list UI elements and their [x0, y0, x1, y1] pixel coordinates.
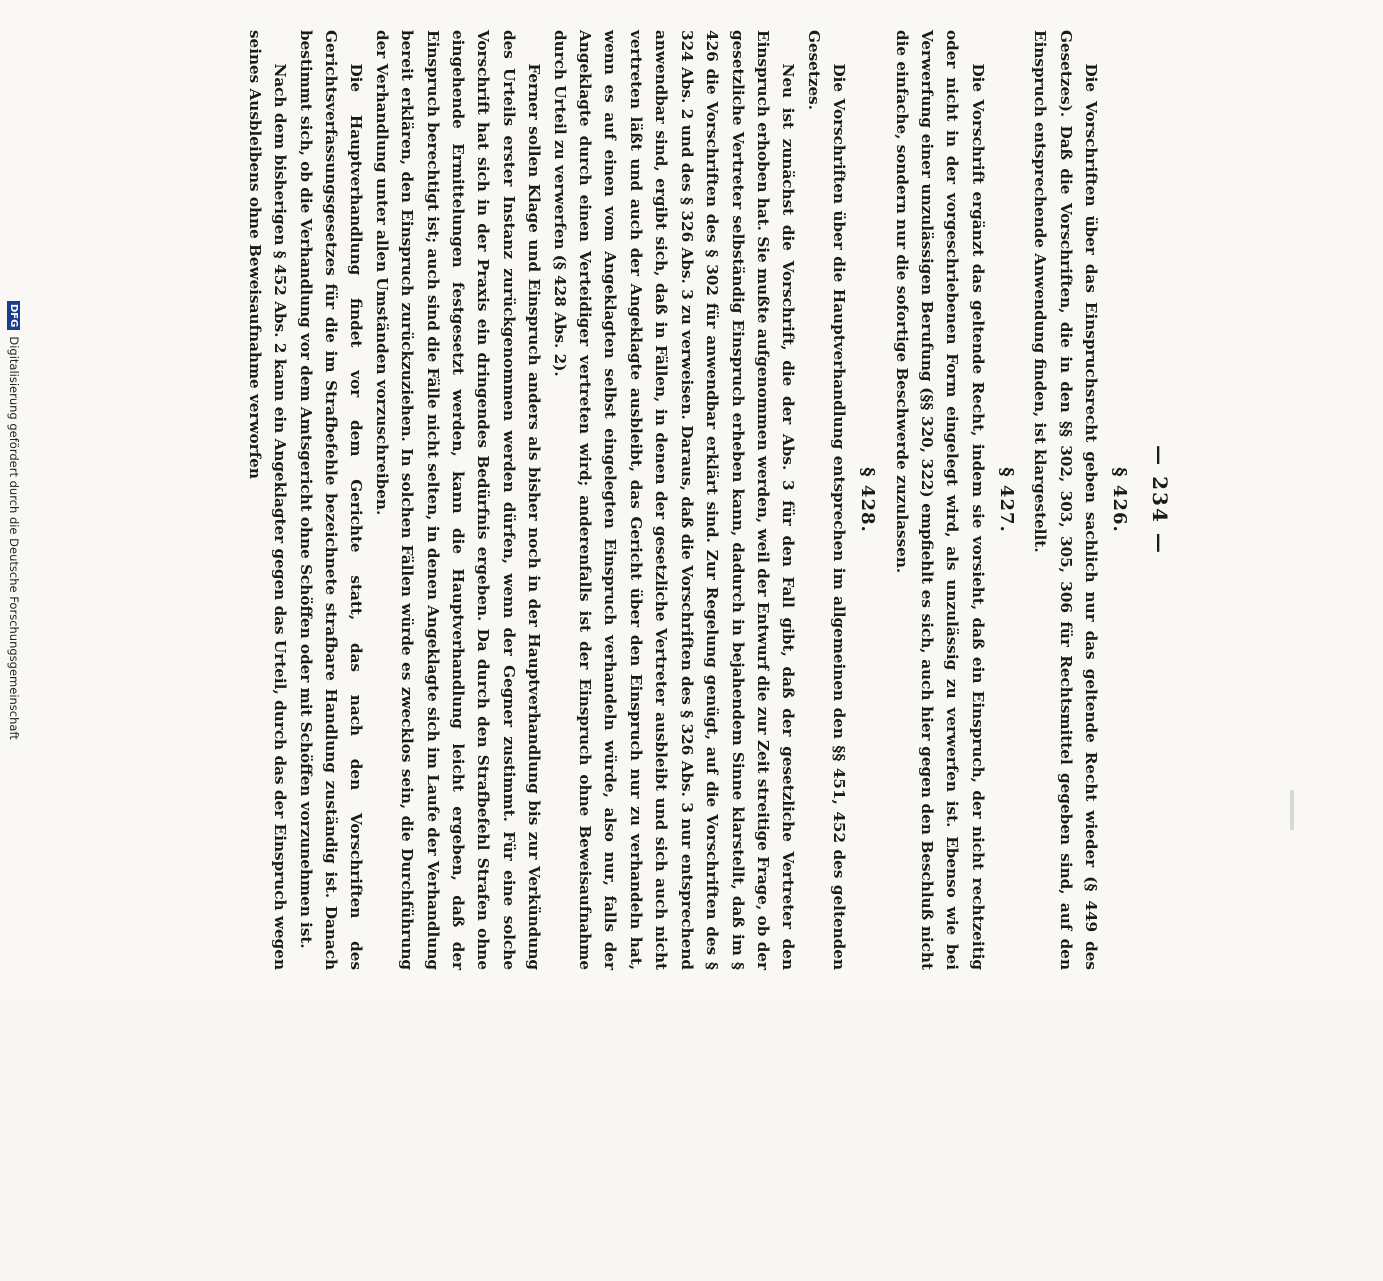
- digitization-credit: [0, 301, 21, 1281]
- scan-artifact: [1290, 790, 1294, 830]
- paragraph: Die Vorschriften über die Hauptverhandlung entsprechen im allgemeinen den §§ 451, 452 des geltenden Gesetzes.: [804, 30, 849, 970]
- section-428: [241, 30, 878, 970]
- section-title: § 427.: [995, 467, 1017, 533]
- paragraph: Die Vorschriften über das Einspruchsrecht geben sachlich nur das geltende Recht wieder (§ 449 des Gesetzes). Daß die Vorschriften, die in den §§ 302, 303, 305, 306 für Rechtsmittel gegeben sind, auf den Einspruch entsprechende Anwendung finden, ist klargestellt.: [1031, 30, 1100, 970]
- section-427: [888, 30, 1017, 970]
- section-title: § 426.: [1109, 467, 1130, 533]
- paragraph: Die Hauptverhandlung findet vor dem Gerichte statt, das nach den Vorschriften des Gerichtsverfassungsgesetzes für die im Strafbefehle bezeichnete strafbare Handlung zuständig ist. Danach bestimmt sich, ob die Verhandlung vor dem Amtsgericht ohne Schöffen oder mit Schöffen vorzunehmen ist.: [296, 30, 366, 970]
- section-title: § 428.: [857, 467, 879, 533]
- paragraph: Die Vorschrift ergänzt das geltende Recht, indem sie vorsieht, daß ein Einspruch, der nicht rechtzeitig oder nicht in der vorgeschriebenen Form eingelegt wird, als unzulässig zu verwerfen ist. Ebenso wie bei Verwerfung einer unzulässigen Berufung (§§ 320, 322) empfiehlt es sich, auch hier gegen den Beschluß nicht die einfache, sondern nur die sofortige Beschwerde zuzulassen.: [892, 30, 987, 970]
- dfg-logo: DFG: [7, 301, 20, 330]
- section-426: [1027, 30, 1130, 970]
- paragraph: Neu ist zunächst die Vorschrift, die der Abs. 3 für den Fall gibt, daß der gesetzliche Vertreter den Einspruch erhoben hat. Sie mußte aufgenommen werden, weil der Entwurf die zur Zeit streitige Frage, ob der gesetzliche Vertreter selbständig Einspruch erheben kann, dadurch in bejahendem Sinne klarstellt, daß im § 426 die Vorschriften des § 302 für anwendbar erklärt sind. Zur Regelung genügt, auf die Vorschriften des § 324 Abs. 2 und des § 326 Abs. 3 zu verweisen. Daraus, daß die Vorschriften des § 326 Abs. 3 nur entsprechend anwendbar sind, ergibt sich, daß in Fällen, in denen der gesetzliche Vertreter ausbleibt und sich auch nicht vertreten läßt und auch der Angeklagte ausbleibt, das Gericht über den Einspruch nur zu verhandeln hat, wenn es auf einen vom Angeklagten selbst eingelegten Einspruch verhandeln würde, also nur, falls der Angeklagte durch einen Verteidiger vertreten wird; anderenfalls ist der Einspruch ohne Beweisaufnahme durch Urteil zu verwerfen (§ 428 Abs. 2).: [550, 30, 798, 970]
- credit-text: Digitalisierung gefördert durch die Deutsche Forschungsgemeinschaft: [7, 336, 21, 740]
- page-number: — 234 —: [1148, 445, 1172, 555]
- rotated-page-content: [120, 20, 1180, 980]
- paragraph: Nach dem bisherigen § 452 Abs. 2 kann ein Angeklagter gegen das Urteil, durch das der Einspruch wegen seines Ausbleibens ohne Beweisaufnahme verworfen: [245, 30, 290, 970]
- paragraph: Ferner sollen Klage und Einspruch anders als bisher noch in der Hauptverhandlung bis zur Verkündung des Urteils erster Instanz zurückgenommen werden dürfen, wenn der Gegner zustimmt. Für eine solche Vorschrift hat sich in der Praxis ein dringendes Bedürfnis ergeben. Da durch den Strafbefehl Strafen ohne eingehende Ermittelungen festgesetzt werden, kann die Hauptverhandlung leicht ergeben, daß der Einspruch berechtigt ist; auch sind die Fälle nicht selten, in denen Angeklagte sich im Laufe der Verhandlung bereit erklären, den Einspruch zurückzuziehen. In solchen Fällen würde es zwecklos sein, die Durchführung der Verhandlung unter allen Umständen vorzuschreiben.: [372, 30, 544, 970]
